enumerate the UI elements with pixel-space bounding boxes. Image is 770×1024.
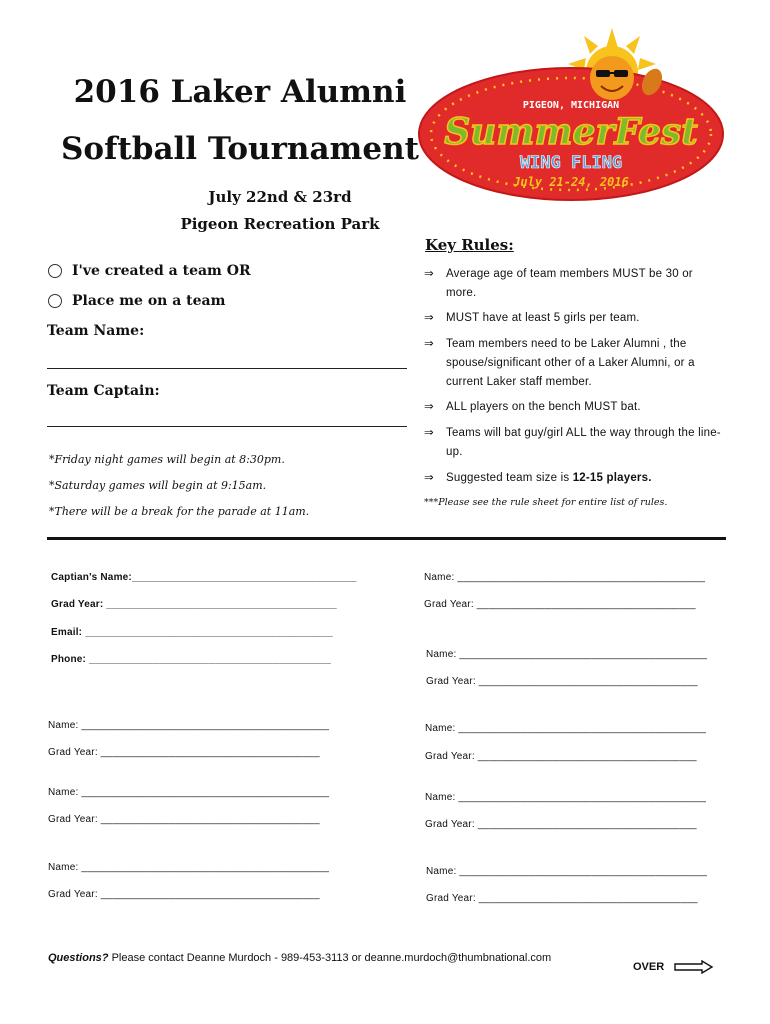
over-label: OVER: [633, 961, 665, 973]
captain-email-field[interactable]: Email: ___________________________________________: [51, 627, 333, 638]
section-divider: [47, 537, 726, 540]
summerfest-logo-graphic: [412, 26, 730, 204]
rule-text: ALL players on the bench MUST bat.: [446, 401, 641, 413]
note-saturday: *Saturday games will begin at 9:15am.: [49, 479, 267, 492]
player-name-field[interactable]: Name: ___________________________________________: [48, 787, 330, 798]
player-grad-year-field[interactable]: Grad Year: ______________________________________: [48, 747, 320, 758]
option-place-me[interactable]: [48, 293, 225, 309]
player-name-field[interactable]: Name: ___________________________________________: [426, 649, 708, 660]
contact-info: [48, 952, 551, 964]
note-friday: *Friday night games will begin at 8:30pm.: [49, 453, 285, 466]
event-location: Pigeon Recreation Park: [180, 215, 380, 233]
player-grad-year-field[interactable]: Grad Year: ______________________________________: [48, 889, 320, 900]
team-name-field[interactable]: [47, 368, 407, 369]
event-date: July 22nd & 23rd: [208, 188, 352, 206]
captain-phone-field[interactable]: Phone: __________________________________________: [51, 654, 332, 665]
logo-sub-text: WING FLING: [519, 153, 623, 173]
team-name-label: Team Name:: [47, 323, 145, 339]
rule-text: Average age of team members MUST be 30 or more.: [446, 268, 693, 299]
contact-text: Please contact Deanne Murdoch - 989-453-3113 or deanne.murdoch@thumbnational.com: [108, 952, 552, 964]
arrow-right-icon: ⇒: [424, 268, 434, 280]
player-grad-year-field[interactable]: Grad Year: ______________________________________: [425, 819, 697, 830]
captain-name-field[interactable]: Captian's Name:_______________________________________: [51, 572, 357, 583]
page-title-line2: Softball Tournament: [61, 131, 419, 167]
player-name-field[interactable]: Name: ___________________________________________: [48, 720, 330, 731]
player-grad-year-field[interactable]: Grad Year: ______________________________________: [425, 751, 697, 762]
player-name-field[interactable]: Name: ___________________________________________: [425, 792, 707, 803]
rules-note: ***Please see the rule sheet for entire list of rules.: [424, 497, 668, 508]
player-name-field[interactable]: Name: ___________________________________________: [425, 723, 707, 734]
rule-text: [446, 469, 724, 488]
option-team-created[interactable]: [48, 263, 251, 279]
rule-item: [424, 265, 724, 303]
arrow-right-icon: ⇒: [424, 312, 434, 324]
rule-item: [424, 398, 724, 417]
player-name-field[interactable]: Name: ___________________________________________: [426, 866, 708, 877]
rule-text-prefix: Suggested team size is: [446, 472, 573, 484]
rule-text: Teams will bat guy/girl ALL the way through the line-up.: [446, 427, 721, 458]
arrow-right-icon: ⇒: [424, 427, 434, 439]
team-captain-label: Team Captain:: [47, 383, 160, 399]
radio-button[interactable]: [48, 294, 62, 308]
rule-text: Team members need to be Laker Alumni , the spouse/significant other of a Laker Alumni, or a current Laker staff member.: [446, 338, 695, 388]
player-grad-year-field[interactable]: Grad Year: ______________________________________: [426, 893, 698, 904]
rule-item: [424, 424, 724, 462]
player-grad-year-field[interactable]: Grad Year: ______________________________________: [424, 599, 696, 610]
logo-main-text: SummerFest: [444, 111, 698, 153]
arrow-right-icon: ⇒: [424, 338, 434, 350]
questions-label: Questions?: [48, 952, 109, 964]
over-indicator: [633, 960, 714, 974]
player-grad-year-field[interactable]: Grad Year: ______________________________________: [48, 814, 320, 825]
option-team-created-label: I've created a team OR: [72, 263, 251, 279]
rule-item: [424, 335, 724, 392]
arrow-right-icon: ⇒: [424, 472, 434, 484]
team-captain-field[interactable]: [47, 426, 407, 427]
note-parade: *There will be a break for the parade at 11am.: [49, 505, 310, 518]
rule-text-bold: 12-15 players.: [572, 472, 652, 484]
rule-item: [424, 469, 724, 488]
page-title: 2016 Laker Alumni: [73, 74, 407, 110]
logo-dates-text: July 21-24, 2016: [513, 175, 629, 189]
key-rules-title: Key Rules:: [425, 236, 514, 254]
radio-button[interactable]: [48, 264, 62, 278]
rule-text: MUST have at least 5 girls per team.: [446, 312, 640, 324]
rule-item: [424, 309, 724, 328]
arrow-right-icon: ⇒: [424, 401, 434, 413]
option-place-me-label: Place me on a team: [72, 293, 226, 309]
logo-location-text: PIGEON, MICHIGAN: [522, 100, 620, 111]
captain-grad-year-field[interactable]: Grad Year: ________________________________________: [51, 599, 337, 610]
arrow-right-icon: [674, 960, 714, 974]
summerfest-logo: [412, 26, 730, 204]
player-grad-year-field[interactable]: Grad Year: ______________________________________: [426, 676, 698, 687]
player-name-field[interactable]: Name: ___________________________________________: [48, 862, 330, 873]
player-name-field[interactable]: Name: ___________________________________________: [424, 572, 706, 583]
